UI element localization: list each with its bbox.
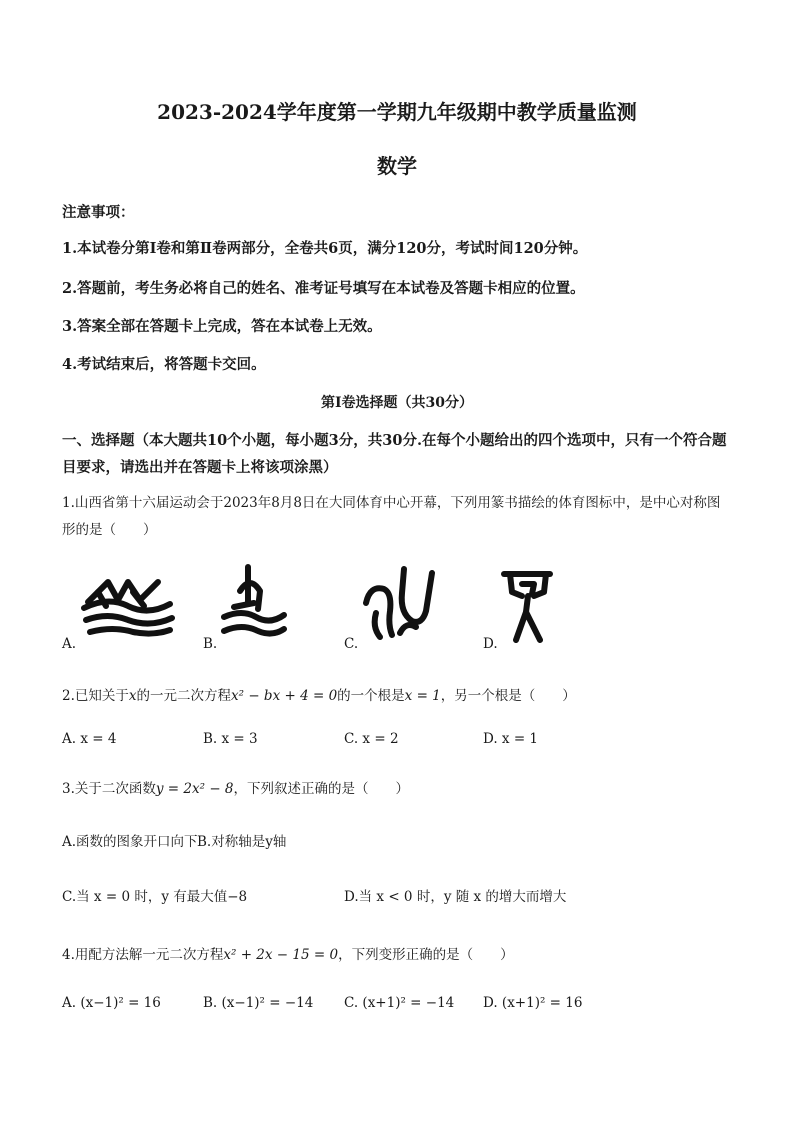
q3-option-a: A.函数的图象开口向下	[62, 834, 198, 850]
q2-option-a: A. x = 4	[62, 731, 117, 747]
part-title: 一、选择题（本大题共10个小题，每小题3分，共30分.在每个小题给出的四个选项中，只有一个符合题目要求，请选出并在答题卡上将该项涂黑）	[62, 432, 727, 476]
exam-subject: 数学	[377, 154, 417, 178]
q4-option-d: D. (x+1)² = 16	[483, 995, 583, 1011]
q4-stem: 4.用配方法解一元二次方程x² + 2x − 15 = 0，下列变形正确的是（ ）	[62, 947, 514, 963]
section-heading: 第Ⅰ卷选择题（共30分）	[320, 395, 474, 411]
q2-option-d: D. x = 1	[483, 731, 539, 747]
q4-option-c: C. (x+1)² = −14	[344, 995, 455, 1011]
q4-option-a: A. (x−1)² = 16	[62, 995, 161, 1011]
note-item-4: 4.考试结束后，将答题卡交回。	[62, 356, 266, 373]
q1-stem: 1.山西省第十六届运动会于2023年8月8日在大同体育中心开幕，下列用篆书描绘的体育图标中，是中心对称图形的是（ ）	[62, 495, 721, 538]
q1-option-b-label: B.	[203, 636, 218, 652]
q2-stem: 2.已知关于x的一元二次方程x² − bx + 4 = 0的一个根是x = 1，另一个根是（ ）	[62, 688, 576, 704]
q1-option-c-label: C.	[344, 636, 359, 652]
q3-stem: 3.关于二次函数y = 2x² − 8，下列叙述正确的是（ ）	[62, 781, 410, 797]
q2-option-c: C. x = 2	[344, 731, 399, 747]
note-item-2: 2.答题前，考生务必将自己的姓名、准考证号填写在本试卷及答题卡相应的位置。	[62, 280, 585, 297]
q2-option-b: B. x = 3	[203, 731, 258, 747]
notes-heading: 注意事项：	[62, 204, 135, 221]
q1-option-b-icon	[218, 563, 288, 643]
note-item-1: 1.本试卷分第Ⅰ卷和第Ⅱ卷两部分，全卷共6页，满分120分，考试时间120分钟。	[62, 240, 588, 257]
q3-option-b: B.对称轴是y轴	[197, 834, 287, 850]
q4-option-b: B. (x−1)² = −14	[203, 995, 314, 1011]
exam-title: 2023-2024学年度第一学期九年级期中教学质量监测	[157, 100, 637, 124]
q1-option-d-label: D.	[483, 636, 498, 652]
note-item-3: 3.答案全部在答题卡上完成，答在本试卷上无效。	[62, 318, 382, 335]
q3-option-d: D.当 x < 0 时，y 随 x 的增大而增大	[344, 889, 567, 905]
q1-option-a-icon	[78, 570, 178, 640]
q1-option-a-label: A.	[62, 636, 77, 652]
q1-option-d-icon	[500, 568, 555, 646]
q3-option-c: C.当 x = 0 时，y 有最大值−8	[62, 889, 248, 905]
q1-option-c-icon	[360, 563, 440, 643]
